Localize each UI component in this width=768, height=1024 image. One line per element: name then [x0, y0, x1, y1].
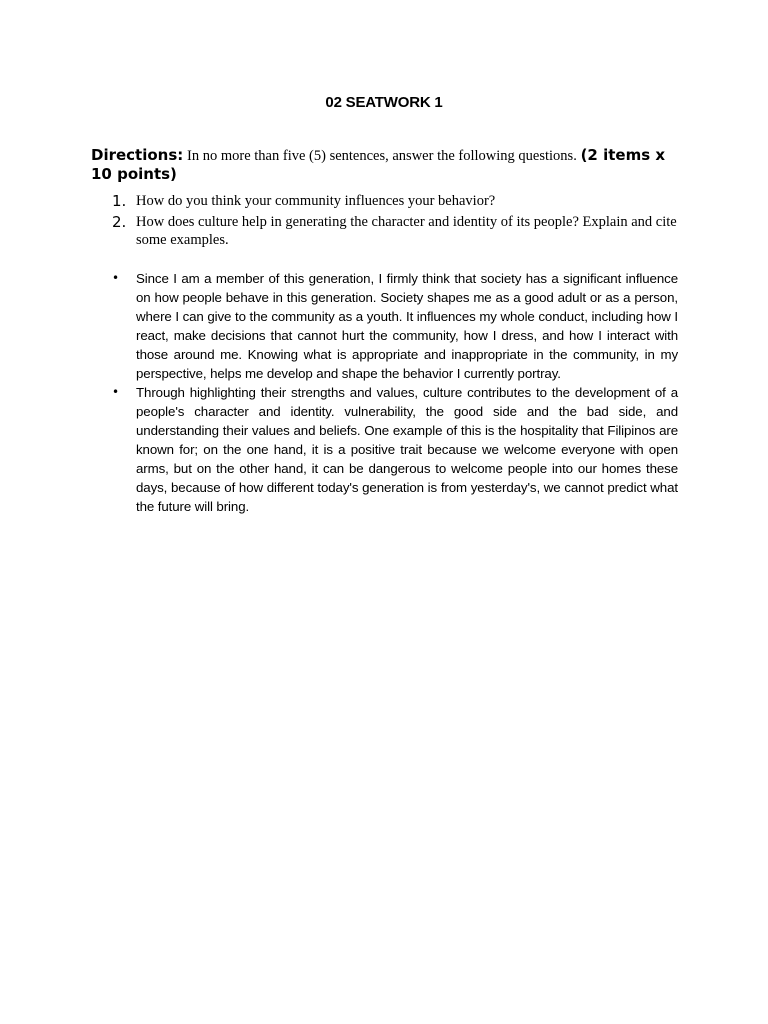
- question-text: How does culture help in generating the character and identity of its people? Explain and cite some examples.: [136, 214, 677, 248]
- answer-item: [112, 383, 678, 516]
- question-text: How do you think your community influences your behavior?: [136, 193, 496, 209]
- question-number: 1.: [112, 192, 127, 210]
- question-item: [112, 213, 680, 249]
- answer-text: Through highlighting their strengths and values, culture contributes to the development of a people's character and identity. vulnerability, the good side and the bad side, and understanding their values and beliefs. One example of this is the hospitality that Filipinos are known for; on the one hand, it is a positive trait because we welcome everyone with open arms, but on the other hand, it can be dangerous to welcome people into our homes these days, because of how different today's generation is from yesterday's, we cannot predict what the future will bring.: [136, 385, 678, 514]
- directions-points: (2 items x 10 points): [91, 146, 666, 183]
- answer-text: Since I am a member of this generation, I firmly think that society has a significant influence on how people behave in this generation. Society shapes me as a good adult or as a person, where I can give to the community as a youth. It influences my whole conduct, including how I react, make decisions that cannot hurt the community, how I dress, and how I interact with those around me. Knowing what is appropriate and inappropriate in the community, in my perspective, helps me develop and shape the behavior I currently portray.: [136, 271, 678, 381]
- question-item: [112, 192, 680, 210]
- bullet-icon: •: [112, 385, 120, 399]
- directions-text: In no more than five (5) sentences, answer the following questions.: [187, 148, 577, 164]
- answers-list: [112, 269, 678, 516]
- answer-item: [112, 269, 678, 383]
- bullet-icon: •: [112, 271, 120, 285]
- questions-list: [112, 192, 680, 252]
- directions-paragraph: [91, 146, 681, 184]
- document-title: 02 SEATWORK 1: [325, 94, 443, 111]
- question-number: 2.: [112, 213, 127, 231]
- directions-label: Directions:: [91, 146, 184, 164]
